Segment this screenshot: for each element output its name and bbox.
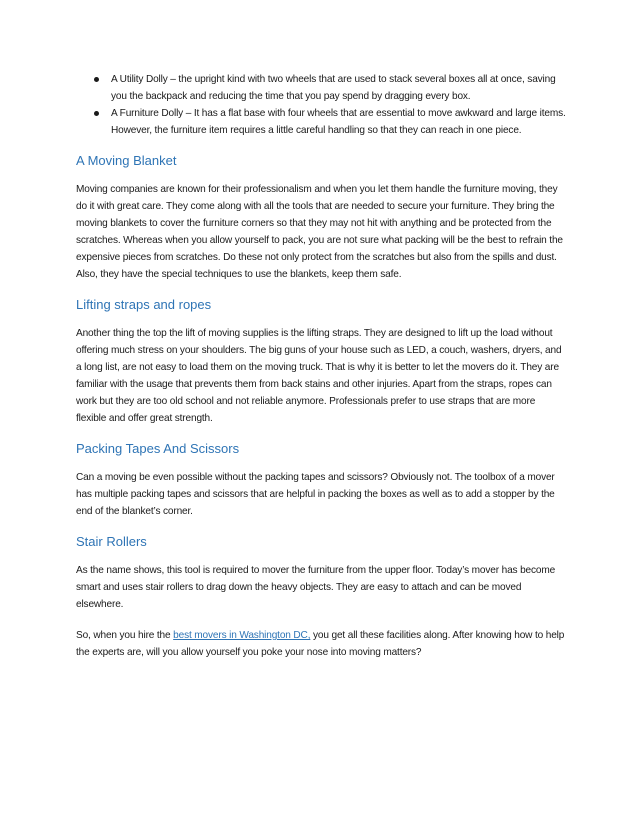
bullet-text: A Utility Dolly – the upright kind with two wheels that are used to stack several boxes all at once, saving you the backpack and reducing the time that you pay spend by dragging every box.: [111, 74, 556, 102]
section-moving-blanket: [76, 153, 568, 283]
section-paragraph: Another thing the top the lift of moving supplies is the lifting straps. They are designed to lift up the load without offering much stress on your shoulders. The big guns of your house such as LED, a couch, washers, dryers, and a long list, are not easy to load them on the moving truck. That is why it is better to let the movers do it. They are familiar with the usage that prevents them from back stains and other injuries. Apart from the straps, ropes can work but they are too old school and not reliable anymore. Professionals prefer to use straps that are more flexible and offer great strength.: [76, 328, 562, 424]
movers-link[interactable]: best movers in Washington DC,: [173, 630, 311, 641]
section-paragraph: Can a moving be even possible without the packing tapes and scissors? Obviously not. The toolbox of a mover has multiple packing tapes and scissors that are helpful in packing the boxes as well as to add a stopper by the end of the blanket’s corner.: [76, 472, 555, 517]
bullet-list: [76, 71, 568, 139]
document-page: [76, 71, 568, 675]
bullet-icon: [94, 111, 99, 116]
closing-text-before: So, when you hire the: [76, 630, 174, 641]
closing-text-after: you get all these facilities along. After knowing how to help the experts are, will you allow yourself you poke your nose into moving matters?: [76, 630, 565, 658]
bullet-item-furniture-dolly: [76, 105, 568, 139]
bullet-icon: [94, 77, 99, 82]
section-heading: A Moving Blanket: [76, 153, 177, 168]
section-paragraph: Moving companies are known for their professionalism and when you let them handle the furniture moving, they do it with great care. They come along with all the tools that are needed to secure your furniture. They bring the moving blankets to cover the furniture corners so that they may not hit with anything and be protected from the scratches. Whereas when you allow yourself to pack, you are not sure what packing will be the best to refrain the expensive pieces from scratches. Do these not only protect from the scratches but also from the spills and dust. Also, they have the special techniques to use the blankets, keep them safe.: [76, 184, 563, 280]
section-heading: Lifting straps and ropes: [76, 297, 212, 312]
bullet-item-utility-dolly: [76, 71, 568, 105]
section-stair-rollers: [76, 534, 568, 613]
section-lifting-straps: [76, 297, 568, 427]
closing-paragraph: [76, 627, 568, 661]
bullet-text: A Furniture Dolly – It has a flat base with four wheels that are essential to move awkward and large items. However, the furniture item requires a little careful handling so that they can reach in one piece.: [111, 108, 566, 136]
section-heading: Stair Rollers: [76, 534, 147, 549]
section-heading: Packing Tapes And Scissors: [76, 441, 240, 456]
section-paragraph: As the name shows, this tool is required to mover the furniture from the upper floor. Today’s mover has become smart and uses stair rollers to drag down the heavy objects. They are easy to attach and can be moved elsewhere.: [76, 565, 556, 610]
section-packing-tapes: [76, 441, 568, 520]
